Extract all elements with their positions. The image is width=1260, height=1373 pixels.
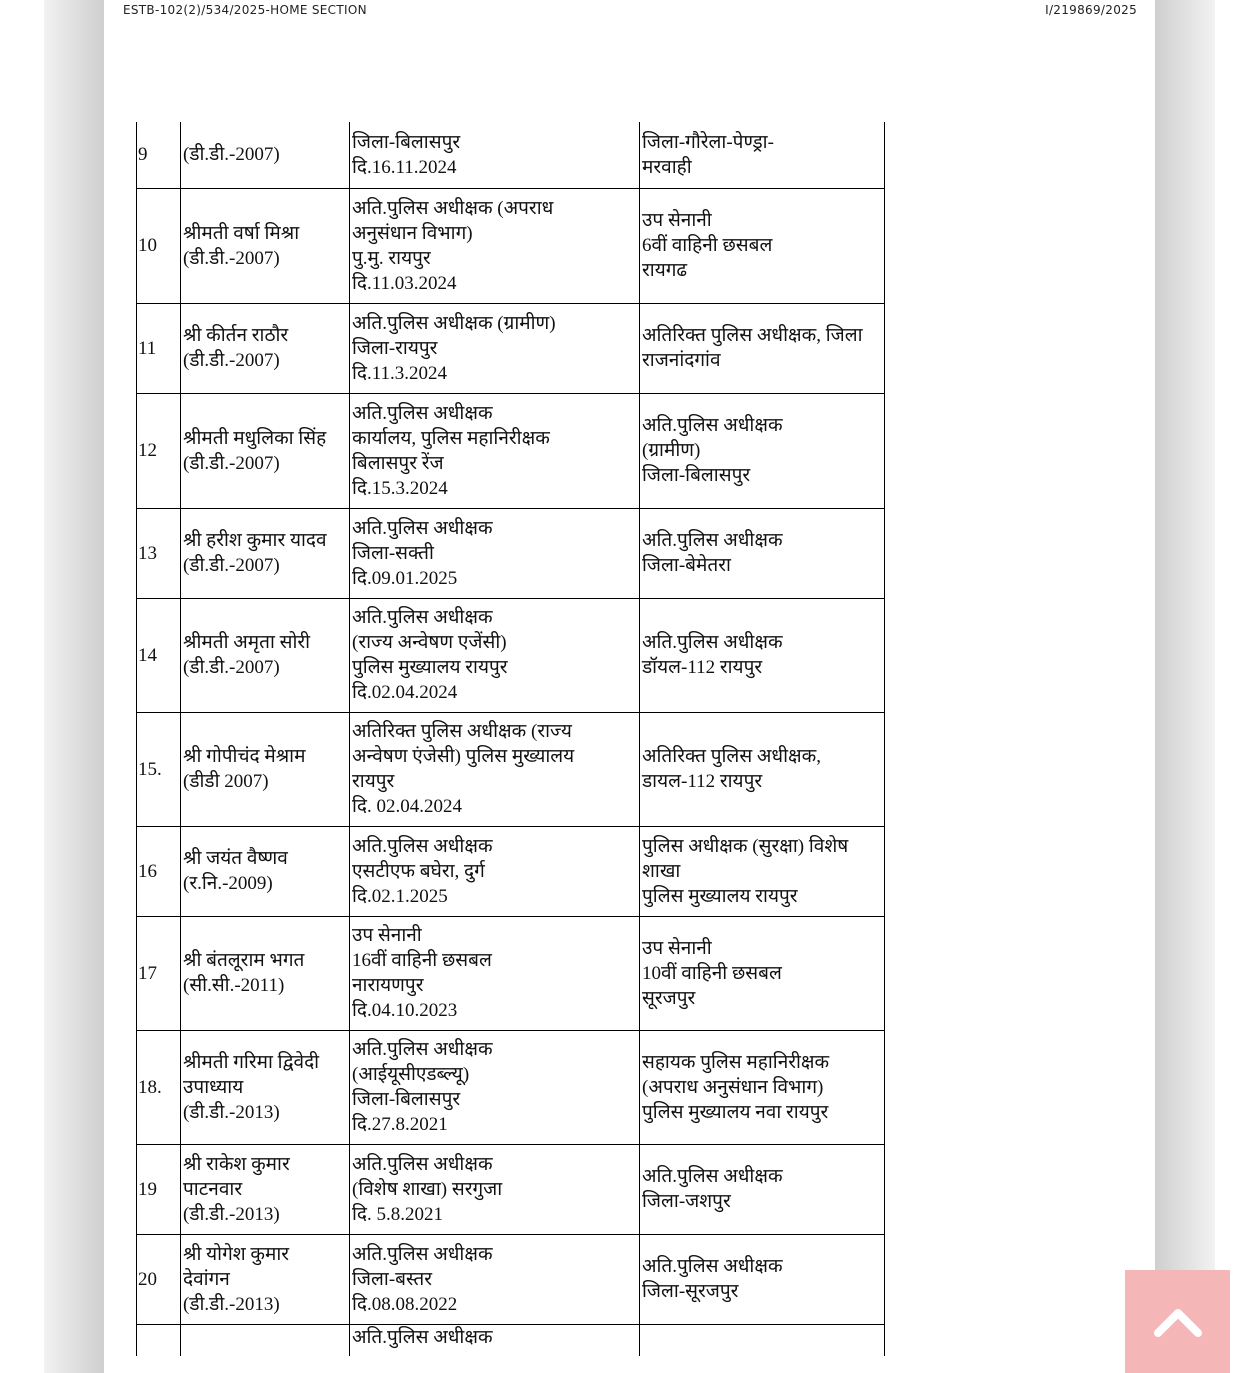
current-posting-line: बिलासपुर रेंज (352, 452, 444, 474)
current-posting-line: जिला-रायपुर (352, 337, 438, 359)
serial-number-cell (137, 393, 181, 508)
new-posting-line: पुलिस अधीक्षक (सुरक्षा) विशेष (642, 835, 849, 857)
current-posting-cell (350, 826, 640, 916)
new-posting-line: जिला-सूरजपुर (642, 1281, 739, 1302)
new-posting-line: अतिरिक्त पुलिस अधीक्षक, जिला (642, 325, 863, 346)
new-posting-cell (640, 188, 885, 303)
new-posting-cell (640, 1234, 885, 1324)
new-posting-cell (640, 598, 885, 712)
new-posting-cell (640, 393, 885, 508)
new-posting-cell (640, 1030, 885, 1144)
table-row (137, 122, 885, 188)
officer-name-cell (181, 1324, 350, 1356)
new-posting-cell (640, 826, 885, 916)
current-posting-cell (350, 122, 640, 188)
new-posting-cell (640, 122, 885, 188)
officer-name-cell (181, 303, 350, 393)
current-posting-line: दि.16.11.2024 (352, 156, 457, 178)
new-posting-cell (640, 916, 885, 1030)
serial-number-cell (137, 826, 181, 916)
officer-name-line: श्री गोपीचंद मेश्राम (183, 746, 306, 767)
officer-name-line: श्रीमती वर्षा मिश्रा (183, 222, 300, 244)
new-posting-cell (640, 303, 885, 393)
officer-name-cell (181, 916, 350, 1030)
current-posting-line: उप सेनानी (352, 925, 422, 946)
current-posting-line: दि.08.08.2022 (352, 1293, 458, 1315)
current-posting-line: अति.पुलिस अधीक्षक (352, 517, 493, 539)
serial-number-cell (137, 122, 181, 188)
current-posting-cell (350, 508, 640, 598)
current-posting-cell (350, 1030, 640, 1144)
new-posting-line: मरवाही (642, 156, 692, 178)
new-posting-line: अति.पुलिस अधीक्षक (642, 632, 783, 653)
officer-name-line: श्री राकेश कुमार (183, 1153, 290, 1175)
current-posting-line: जिला-बिलासपुर (352, 131, 461, 153)
new-posting-line: पुलिस मुख्यालय नवा रायपुर (642, 1101, 829, 1123)
inward-number: I/219869/2025 (1045, 3, 1137, 17)
current-posting-line: रायपुर (352, 771, 395, 792)
table-row (137, 712, 885, 826)
officer-name-cell (181, 826, 350, 916)
officer-name-cell (181, 1234, 350, 1324)
table-row (137, 916, 885, 1030)
officer-name-line: (डी.डी.-2013) (183, 1101, 280, 1123)
right-gutter (1155, 0, 1215, 1373)
current-posting-line: दि.04.10.2023 (352, 1000, 458, 1021)
serial-number: 9 (138, 144, 148, 166)
serial-number-cell (137, 1144, 181, 1234)
new-posting-line: राजनांदगांव (642, 350, 721, 371)
current-posting-line: अतिरिक्त पुलिस अधीक्षक (राज्य (352, 721, 572, 742)
current-posting-line: दि.02.1.2025 (352, 885, 448, 907)
officer-name-line: (सी.सी.-2011) (183, 975, 285, 996)
officer-name-line: श्री हरीश कुमार यादव (183, 530, 327, 551)
current-posting-line: दि. 02.04.2024 (352, 796, 463, 817)
table-row (137, 1030, 885, 1144)
officer-name-line: (डी.डी.-2013) (183, 1293, 280, 1315)
new-posting-line: डायल-112 रायपुर (642, 771, 763, 792)
table-row (137, 393, 885, 508)
new-posting-line: 6वीं वाहिनी छसबल (642, 235, 773, 256)
new-posting-line: अतिरिक्त पुलिस अधीक्षक, (642, 746, 821, 767)
officer-name-line: श्री जयंत वैष्णव (183, 848, 288, 869)
new-posting-line: पुलिस मुख्यालय रायपुर (642, 885, 798, 907)
new-posting-line: 10वीं वाहिनी छसबल (642, 962, 782, 984)
current-posting-cell (350, 598, 640, 712)
serial-number-cell (137, 188, 181, 303)
current-posting-line: जिला-सक्ती (352, 542, 434, 564)
officer-name-cell (181, 122, 350, 188)
current-posting-line: अति.पुलिस अधीक्षक (352, 835, 493, 857)
current-posting-cell (350, 916, 640, 1030)
table-row (137, 826, 885, 916)
officer-name-cell (181, 508, 350, 598)
serial-number: 19 (138, 1178, 157, 1200)
serial-number-cell (137, 712, 181, 826)
table-row (137, 508, 885, 598)
table-row (137, 1144, 885, 1234)
current-posting-line: 16वीं वाहिनी छसबल (352, 950, 492, 971)
officer-name-line: (डी.डी.-2007) (183, 452, 280, 474)
current-posting-line: दि.11.3.2024 (352, 362, 448, 384)
current-posting-cell (350, 393, 640, 508)
table-row (137, 188, 885, 303)
current-posting-line: पुलिस मुख्यालय रायपुर (352, 657, 508, 678)
serial-number: 15. (138, 758, 162, 780)
current-posting-cell (350, 1144, 640, 1234)
serial-number-cell (137, 1324, 181, 1356)
table-row (137, 1234, 885, 1324)
officer-name-line: उपाध्याय (183, 1076, 244, 1098)
new-posting-line: जिला-बेमेतरा (642, 555, 731, 576)
transfer-table (136, 122, 885, 1356)
current-posting-line: अति.पुलिस अधीक्षक (352, 607, 493, 628)
current-posting-cell (350, 1324, 640, 1356)
current-posting-line: (विशेष शाखा) सरगुजा (352, 1178, 503, 1200)
current-posting-cell (350, 303, 640, 393)
officer-name-line: श्रीमती गरिमा द्विवेदी (183, 1051, 320, 1073)
officer-name-cell (181, 1030, 350, 1144)
scroll-to-top-button[interactable] (1125, 1270, 1230, 1373)
officer-name-cell (181, 188, 350, 303)
new-posting-line: अति.पुलिस अधीक्षक (642, 1256, 783, 1277)
current-posting-line: कार्यालय, पुलिस महानिरीक्षक (352, 427, 550, 449)
current-posting-line: (आईयूसीएडब्ल्यू) (352, 1064, 470, 1085)
current-posting-line: अन्वेषण एंजेसी) पुलिस मुख्यालय (352, 746, 575, 767)
chevron-up-icon (1152, 1305, 1204, 1339)
new-posting-line: अति.पुलिस अधीक्षक (642, 415, 783, 436)
current-posting-line: दि.15.3.2024 (352, 477, 448, 499)
serial-number: 10 (138, 235, 157, 256)
current-posting-line: जिला-बस्तर (352, 1268, 432, 1290)
current-posting-line: दि.02.04.2024 (352, 682, 458, 703)
officer-name-line: (डी.डी.-2007) (183, 350, 280, 371)
current-posting-line: एसटीएफ बघेरा, दुर्ग (352, 860, 485, 882)
officer-name-line: श्रीमती अमृता सोरी (183, 632, 311, 653)
officer-name-cell (181, 712, 350, 826)
officer-name-line: (डी.डी.-2007) (183, 555, 280, 576)
table-row (137, 303, 885, 393)
officer-name-line: (डी.डी.-2007) (183, 247, 280, 269)
new-posting-line: जिला-बिलासपुर (642, 465, 751, 486)
officer-name-line: (डी.डी.-2013) (183, 1203, 280, 1225)
officer-name-line: श्रीमती मधुलिका सिंह (183, 427, 327, 449)
table-row (137, 1324, 885, 1356)
current-posting-line: अति.पुलिस अधीक्षक (352, 1243, 493, 1265)
new-posting-line: जिला-जशपुर (642, 1191, 731, 1212)
new-posting-line: उप सेनानी (642, 210, 712, 231)
left-gutter (44, 0, 104, 1373)
new-posting-line: डॉयल-112 रायपुर (642, 657, 763, 678)
current-posting-line: अति.पुलिस अधीक्षक (ग्रामीण) (352, 312, 556, 334)
serial-number: 12 (138, 440, 157, 461)
serial-number: 16 (138, 860, 157, 882)
serial-number-cell (137, 1234, 181, 1324)
officer-name-cell (181, 598, 350, 712)
new-posting-cell (640, 1324, 885, 1356)
officer-name-line: (डी.डी.-2007) (183, 657, 280, 678)
officer-name-line: श्री कीर्तन राठौर (183, 325, 289, 346)
new-posting-line: रायगढ (642, 260, 688, 281)
current-posting-cell (350, 1234, 640, 1324)
new-posting-line: (अपराध अनुसंधान विभाग) (642, 1076, 824, 1098)
new-posting-cell (640, 508, 885, 598)
current-posting-line: दि.27.8.2021 (352, 1114, 448, 1135)
serial-number: 13 (138, 542, 157, 564)
officer-name-cell (181, 1144, 350, 1234)
current-posting-line: पु.मु. रायपुर (352, 247, 431, 269)
new-posting-line: सहायक पुलिस महानिरीक्षक (642, 1051, 830, 1073)
current-posting-line: अति.पुलिस अधीक्षक (अपराध (352, 197, 554, 219)
officer-name-line: श्री बंतलूराम भगत (183, 950, 305, 971)
new-posting-line: शाखा (642, 860, 681, 882)
file-reference: ESTB-102(2)/534/2025-HOME SECTION (123, 3, 367, 17)
current-posting-line: दि.11.03.2024 (352, 272, 457, 294)
new-posting-line: अति.पुलिस अधीक्षक (642, 1166, 783, 1187)
current-posting-line: अति.पुलिस अधीक्षक (352, 1039, 493, 1060)
officer-name-cell (181, 393, 350, 508)
new-posting-line: जिला-गौरेला-पेण्ड्रा- (642, 131, 774, 153)
serial-number: 11 (138, 337, 157, 359)
current-posting-cell (350, 188, 640, 303)
current-posting-line: दि. 5.8.2021 (352, 1203, 444, 1225)
serial-number-cell (137, 598, 181, 712)
serial-number: 17 (138, 962, 157, 984)
officer-name-line: श्री योगेश कुमार (183, 1243, 290, 1265)
serial-number: 18. (138, 1076, 162, 1098)
new-posting-cell (640, 712, 885, 826)
table-row (137, 598, 885, 712)
current-posting-line: (राज्य अन्वेषण एजेंसी) (352, 632, 507, 653)
current-posting-line: अनुसंधान विभाग) (352, 222, 473, 244)
current-posting-line: जिला-बिलासपुर (352, 1089, 461, 1110)
current-posting-line: अति.पुलिस अधीक्षक (352, 402, 493, 424)
new-posting-line: उप सेनानी (642, 937, 712, 959)
officer-name-line: (र.नि.-2009) (183, 873, 273, 894)
officer-name-line: (डी.डी.-2007) (183, 144, 280, 166)
current-posting-line: दि.09.01.2025 (352, 567, 458, 589)
serial-number-cell (137, 508, 181, 598)
officer-name-line: (डीडी 2007) (183, 771, 269, 792)
serial-number: 14 (138, 644, 157, 666)
current-posting-line: अति.पुलिस अधीक्षक (352, 1326, 493, 1348)
current-posting-line: अति.पुलिस अधीक्षक (352, 1153, 493, 1175)
serial-number-cell (137, 916, 181, 1030)
current-posting-cell (350, 712, 640, 826)
current-posting-line: नारायणपुर (352, 975, 424, 996)
serial-number: 20 (138, 1268, 157, 1290)
new-posting-line: अति.पुलिस अधीक्षक (642, 530, 783, 551)
officer-name-line: देवांगन (183, 1268, 230, 1290)
officer-name-line: पाटनवार (183, 1178, 243, 1200)
new-posting-cell (640, 1144, 885, 1234)
serial-number-cell (137, 303, 181, 393)
serial-number-cell (137, 1030, 181, 1144)
new-posting-line: सूरजपुर (642, 987, 696, 1009)
new-posting-line: (ग्रामीण) (642, 440, 701, 461)
